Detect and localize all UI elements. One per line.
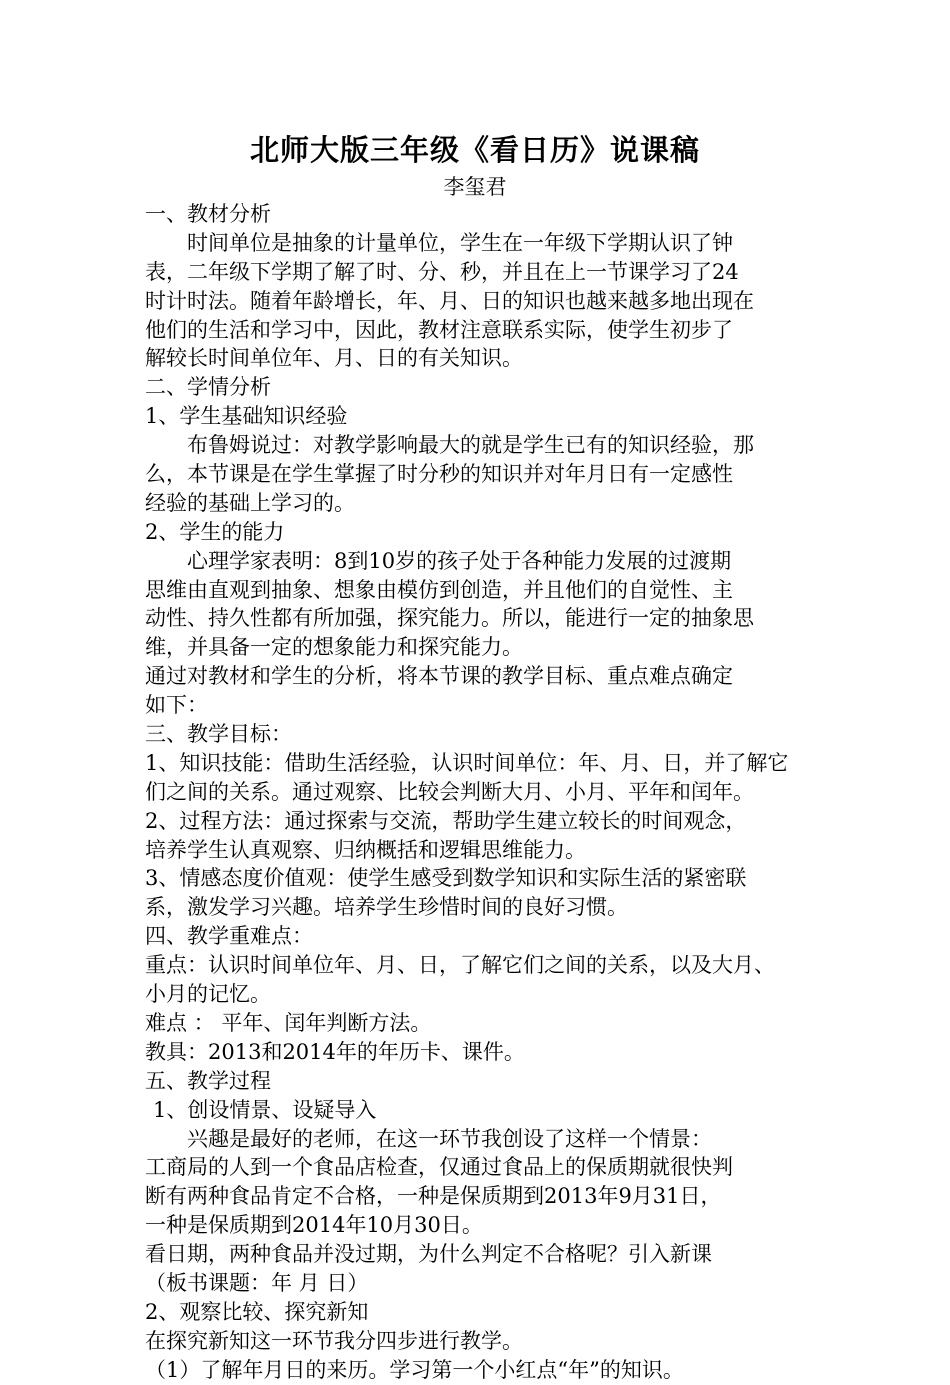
text-line: 2、观察比较、探究新知 bbox=[145, 1299, 369, 1324]
text-line: 3、情感态度价值观：使学生感受到数学知识和实际生活的紧密联 bbox=[145, 866, 747, 891]
text-line: 1、知识技能：借助生活经验，认识时间单位：年、月、日，并了解它 bbox=[145, 750, 789, 775]
text-line: 心理学家表明：8到10岁的孩子处于各种能力发展的过渡期 bbox=[187, 548, 732, 573]
text-line: 系，激发学习兴趣。培养学生珍惜时间的良好习惯。 bbox=[145, 895, 628, 920]
document-author: 李玺君 bbox=[443, 175, 507, 199]
text-line: 二、学情分析 bbox=[145, 375, 271, 400]
document-body bbox=[145, 200, 815, 1385]
text-line: 如下： bbox=[145, 693, 208, 718]
text-line: 1、创设情景、设疑导入 bbox=[153, 1097, 377, 1122]
text-line: 一、教材分析 bbox=[145, 202, 271, 226]
text-line: （板书课题：年 月 日） bbox=[145, 1270, 369, 1295]
text-line: 他们的生活和学习中，因此，教材注意联系实际，使学生初步了 bbox=[145, 317, 733, 342]
text-line: 看日期，两种食品并没过期，为什么判定不合格呢？引入新课 bbox=[145, 1242, 712, 1267]
text-line: 时间单位是抽象的计量单位，学生在一年级下学期认识了钟 bbox=[187, 230, 733, 255]
text-line: （1）了解年月日的来历。学习第一个小红点“年”的知识。 bbox=[145, 1357, 684, 1382]
text-line: 小月的记忆。 bbox=[145, 982, 271, 1007]
text-line: 一种是保质期到2014年10月30日。 bbox=[145, 1213, 483, 1238]
text-line: 表，二年级下学期了解了时、分、秒，并且在上一节课学习了24 bbox=[145, 259, 739, 284]
text-line: 在探究新知这一环节我分四步进行教学。 bbox=[145, 1328, 523, 1353]
text-line: 2、学生的能力 bbox=[145, 519, 285, 544]
text-line: 四、教学重难点： bbox=[145, 924, 313, 949]
text-line: 难点 ： 平年、闰年判断方法。 bbox=[145, 1010, 432, 1035]
text-line: 布鲁姆说过：对教学影响最大的就是学生已有的知识经验，那 bbox=[187, 433, 754, 458]
text-line: 维，并具备一定的想象能力和探究能力。 bbox=[145, 635, 523, 660]
text-line: 么，本节课是在学生掌握了时分秒的知识并对年月日有一定感性 bbox=[145, 462, 733, 487]
text-line: 动性、持久性都有所加强，探究能力。所以，能进行一定的抽象思 bbox=[145, 606, 754, 631]
text-line: 1、学生基础知识经验 bbox=[145, 404, 348, 429]
text-line: 思维由直观到抽象、想象由模仿到创造，并且他们的自觉性、主 bbox=[145, 577, 733, 602]
text-line: 经验的基础上学习的。 bbox=[145, 490, 355, 515]
text-line: 三、教学目标： bbox=[145, 722, 292, 747]
text-line: 2、过程方法：通过探索与交流，帮助学生建立较长的时间观念， bbox=[145, 808, 747, 833]
text-line: 断有两种食品肯定不合格，一种是保质期到2013年9月31日， bbox=[145, 1184, 722, 1209]
text-line: 重点：认识时间单位年、月、日，了解它们之间的关系，以及大月、 bbox=[145, 953, 775, 978]
text-line: 五、教学过程 bbox=[145, 1068, 271, 1093]
text-line: 解较长时间单位年、月、日的有关知识。 bbox=[145, 346, 523, 371]
document-title: 北师大版三年级《看日历》说课稿 bbox=[249, 133, 700, 167]
text-line: 工商局的人到一个食品店检查，仅通过食品上的保质期就很快判 bbox=[145, 1155, 733, 1180]
text-line: 教具：2013和2014年的年历卡、课件。 bbox=[145, 1039, 525, 1064]
text-line: 时计时法。随着年龄增长，年、月、日的知识也越来越多地出现在 bbox=[145, 288, 754, 313]
text-line: 培养学生认真观察、归纳概括和逻辑思维能力。 bbox=[145, 837, 586, 862]
text-line: 兴趣是最好的老师，在这一环节我创设了这样一个情景： bbox=[187, 1126, 712, 1151]
text-line: 们之间的关系。通过观察、比较会判断大月、小月、平年和闰年。 bbox=[145, 779, 754, 804]
text-line: 通过对教材和学生的分析，将本节课的教学目标、重点难点确定 bbox=[145, 664, 733, 689]
